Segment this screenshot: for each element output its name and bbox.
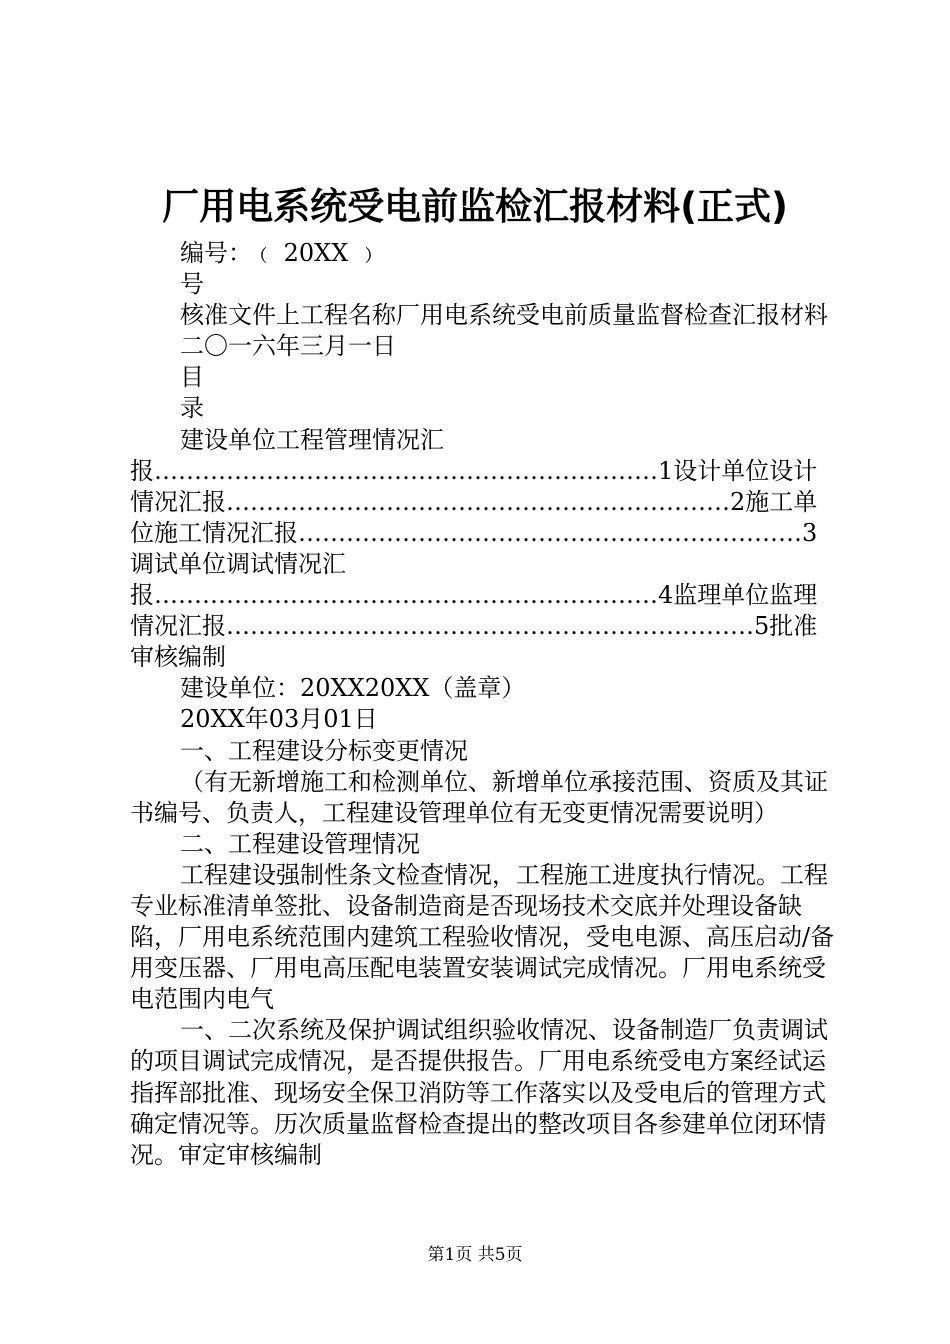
document-title: 厂用电系统受电前监检汇报材料(正式) [162, 185, 788, 228]
contents-heading-part-1: 目 [180, 363, 204, 392]
signature-date: 20XX年03月01日 [180, 705, 378, 734]
contents-heading-part-2: 录 [180, 394, 204, 423]
construction-unit-line: 建设单位：20XX20XX（盖章） [180, 674, 526, 703]
table-of-contents: 建设单位工程管理情况汇报………………………………………………………1设计单位设计情况汇报………………………………………………………2施工单位施工情况汇报………………………………………………………3调试单位调试情况汇报………………………………………………………4监理单位监理情况汇报…………………………………………………………5批准审核编制 [130, 425, 818, 672]
section-1-note: （有无新增施工和检测单位、新增单位承接范围、资质及其证书编号、负责人，工程建设管理单位有无变更情况需要说明） [130, 767, 828, 827]
approval-project-name: 核准文件上工程名称厂用电系统受电前质量监督检查汇报材料 [180, 301, 828, 330]
document-date: 二〇一六年三月一日 [180, 332, 396, 361]
section-2-paragraph-2: 一、二次系统及保护调试组织验收情况、设备制造厂负责调试的项目调试完成情况，是否提供报告。厂用电系统受电方案经试运指挥部批准、现场安全保卫消防等工作落实以及受电后的管理方式确定情况等。历次质量监督检查提出的整改项目各参建单位闭环情况。审定审核编制 [130, 1016, 828, 1169]
page-footer: 第1页 共5页 [427, 1245, 523, 1265]
serial-number-suffix: 号 [180, 270, 204, 299]
serial-number-line: 编号：﹙ 20XX ﹚ [180, 239, 380, 267]
document-body [130, 238, 835, 1171]
section-heading-2: 二、工程建设管理情况 [180, 829, 420, 858]
section-heading-1: 一、工程建设分标变更情况 [180, 736, 468, 765]
section-2-paragraph-1: 工程建设强制性条文检查情况，工程施工进度执行情况。工程专业标准清单签批、设备制造商是否现场技术交底并处理设备缺陷，厂用电系统范围内建筑工程验收情况，受电电源、高压启动/备用变压器、厂用电高压配电装置安装调试完成情况。厂用电系统受电范围内电气 [130, 860, 835, 1014]
